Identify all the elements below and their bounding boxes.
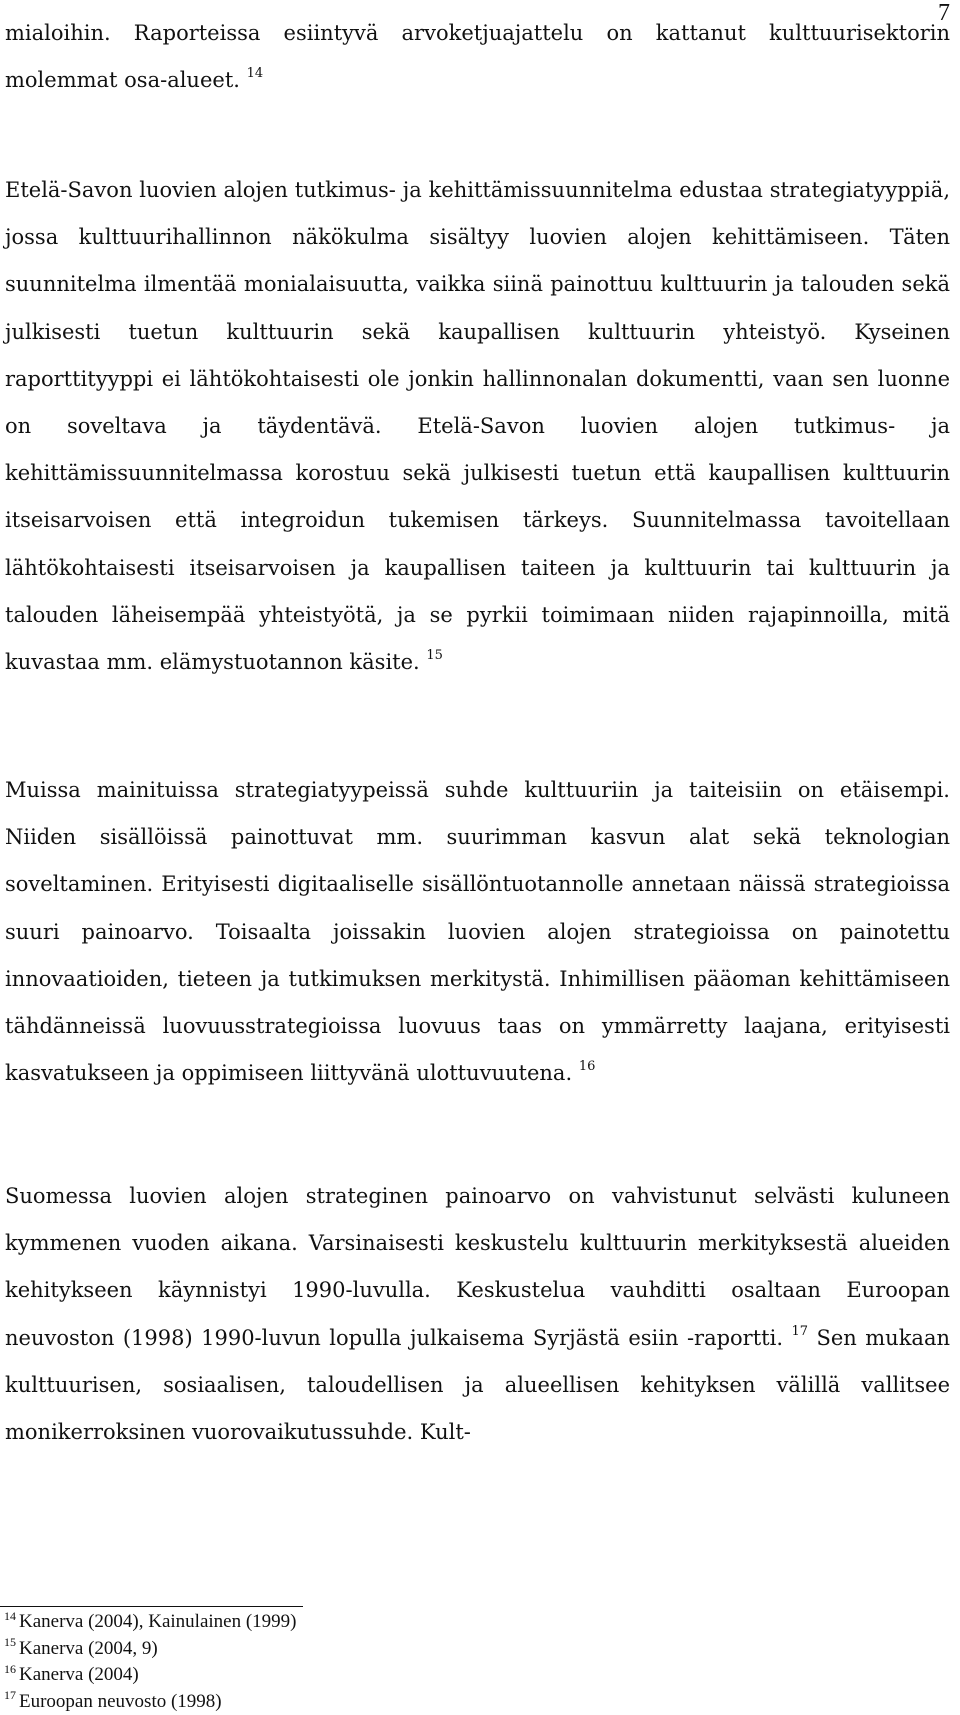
footnote <box>4 1609 297 1636</box>
footnote-reference: 17 <box>791 1324 808 1339</box>
footnote <box>4 1662 297 1689</box>
paragraph-text: Suomessa luovien alojen strateginen painoarvo on vahvistunut selvästi kuluneen kymmenen vuoden aikana. Varsinaisesti keskustelu kulttuurin merkityksestä alueiden kehitykseen käynnistyi 1990-luvulla. Keskustelua vauhditti osaltaan Euroopan neuvoston (1998) 1990-luvun lopulla julkaisema Syrjästä esiin -raportti. <box>5 1184 950 1350</box>
footnote-reference: 15 <box>426 648 443 663</box>
footnote-reference: 14 <box>247 66 264 81</box>
paragraph-4 <box>5 1173 950 1456</box>
footnote-reference: 16 <box>579 1059 596 1074</box>
paragraph-3 <box>5 767 950 1097</box>
footnote-text: Kanerva (2004) <box>19 1664 139 1685</box>
footnote-number: 14 <box>4 1609 16 1623</box>
paragraph-text: Muissa mainituissa strategiatyypeissä suhde kulttuuriin ja taiteisiin on etäisempi. Niiden sisällöissä painottuvat mm. suurimman kasvun alat sekä teknologian soveltaminen. Erityisesti digitaaliselle sisällöntuotannolle annetaan näissä strategioissa suuri painoarvo. Toisaalta joissakin luovien alojen strategioissa on painotettu innovaatioiden, tieteen ja tutkimuksen merkitystä. Inhimillisen pääoman kehittämiseen tähdänneissä luovuusstrategioissa luovuus taas on ymmärretty laajana, erityisesti kasvatukseen ja oppimiseen liittyvänä ulottuvuutena. <box>5 778 950 1085</box>
footnote-number: 17 <box>4 1688 16 1702</box>
paragraph-text: mialoihin. Raporteissa esiintyvä arvoketjuajattelu on kattanut kulttuurisektorin molemmat osa-alueet. <box>5 21 950 92</box>
footnote <box>4 1689 297 1715</box>
footnote-text: Kanerva (2004), Kainulainen (1999) <box>19 1611 297 1632</box>
footnote <box>4 1636 297 1663</box>
footnote-text: Kanerva (2004, 9) <box>19 1638 158 1659</box>
paragraph-text: Sen mukaan kulttuurisen, sosiaalisen, taloudellisen ja alueellisen kehityksen välillä vallitsee monikerroksinen vuorovaikutussuhde. Kult- <box>5 1326 950 1444</box>
footnote-separator <box>0 1606 303 1607</box>
footnote-number: 16 <box>4 1662 16 1676</box>
paragraph-text: Etelä-Savon luovien alojen tutkimus- ja kehittämissuunnitelma edustaa strategiatyyppiä, jossa kulttuurihallinnon näkökulma sisältyy luovien alojen kehittämiseen. Täten suunnitelma ilmentää monialaisuutta, vaikka siinä painottuu kulttuurin ja talouden sekä julkisesti tuetun kulttuurin sekä kaupallisen kulttuurin yhteistyö. Kyseinen raporttityyppi ei lähtökohtaisesti ole jonkin hallinnonalan dokumentti, vaan sen luonne on soveltava ja täydentävä. Etelä-Savon luovien alojen tutkimus- ja kehittämissuunnitelmassa korostuu sekä julkisesti tuetun että kaupallisen kulttuurin itseisarvoisen että integroidun tukemisen tärkeys. Suunnitelmassa tavoitellaan lähtökohtaisesti itseisarvoisen ja kaupallisen taiteen ja kulttuurin tai kulttuurin ja talouden läheisempää yhteistyötä, ja se pyrkii toimimaan niiden rajapinnoilla, mitä kuvastaa mm. elämystuotannon käsite. <box>5 178 950 674</box>
footnote-text: Euroopan neuvosto (1998) <box>19 1691 222 1712</box>
footnote-number: 15 <box>4 1635 16 1649</box>
footnotes-list <box>4 1609 297 1715</box>
page-number: 7 <box>938 0 950 27</box>
paragraph-1 <box>5 10 950 104</box>
paragraph-2 <box>5 167 950 686</box>
